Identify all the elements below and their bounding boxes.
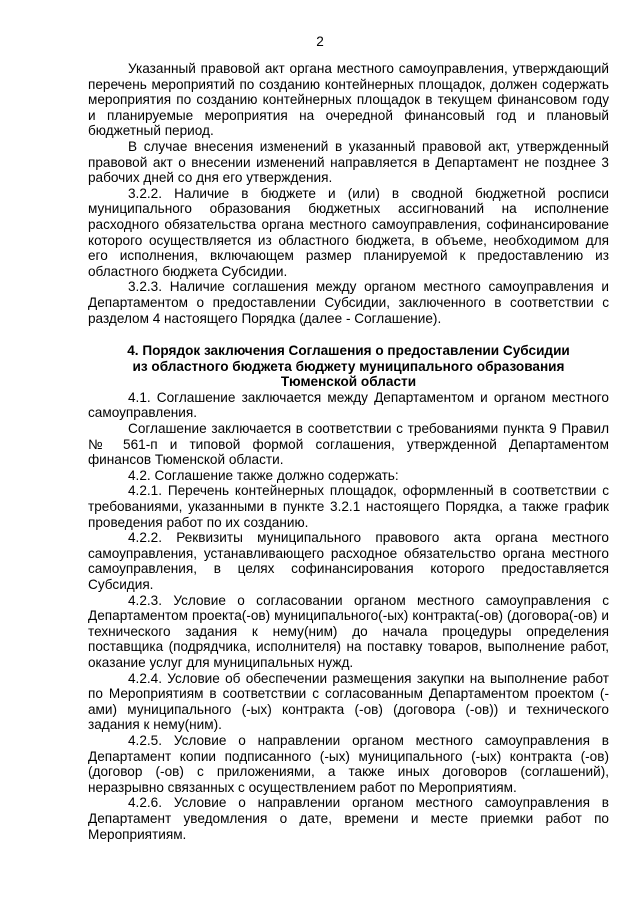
paragraph-4-1: 4.1. Соглашение заключается между Департаментом и органом местного самоуправления.: [88, 389, 609, 421]
paragraph-3-2-3: 3.2.3. Наличие соглашения между органом местного самоуправления и Департаментом о предоставлении Субсидии, заключенного в соответствии с разделом 4 настоящего Порядка (далее - Соглашение).: [88, 279, 609, 326]
paragraph-4-2-5: 4.2.5. Условие о направлении органом местного самоуправления в Департамент копии подписанного (-ых) муниципального (-ых) контракта (-ов) (договор (-ов) с приложениями, а также иных договоров (соглашений), неразрывно связанных с осуществлением работ по Мероприятиям.: [88, 732, 609, 795]
page-number: 2: [316, 34, 324, 49]
paragraph-4-2-3: 4.2.3. Условие о согласовании органом местного самоуправления с Департаментом проекта(-ов) муниципального(-ых) контракта(-ов) (договора(-ов) и технического задания к нему(ним) до начала процедуры определения поставщика (подрядчика, исполнителя) на поставку товаров, выполнение работ, оказание услуг для муниципальных нужд.: [88, 592, 609, 670]
paragraph-4-2-6: 4.2.6. Условие о направлении органом местного самоуправления в Департамент уведомления о дате, времени и месте приемки работ по Мероприятиям.: [88, 795, 609, 842]
section-heading-line: Тюменской области: [280, 374, 417, 390]
paragraph-4-2: 4.2. Соглашение также должно содержать:: [128, 467, 399, 483]
paragraph-4-2-4: 4.2.4. Условие об обеспечении размещения закупки на выполнение работ по Мероприятиям в соответствии с согласованным Департаментом проектом (-ами) муниципального (-ых) контракта (-ов) (договора (-ов)) и технического задания к нему(ним).: [88, 670, 609, 733]
paragraph-4-2-2: 4.2.2. Реквизиты муниципального правового акта органа местного самоуправления, устанавливающего расходное обязательство органа местного самоуправления, в целях софинансирования которого предоставляется Субсидия.: [88, 530, 609, 592]
paragraph-3-2-2: 3.2.2. Наличие в бюджете и (или) в сводной бюджетной росписи муниципального образования бюджетных ассигнований на исполнение расходного обязательства органа местного самоуправления, софинансирование которого осуществляется из областного бюджета, в объеме, необходимом для его исполнения, включающем размер планируемой к предоставлению из областного бюджета Субсидии.: [88, 185, 609, 279]
paragraph-legal-act-requirements: Указанный правовой акт органа местного самоуправления, утверждающий перечень мероприятий по созданию контейнерных площадок, должен содержать мероприятия по созданию контейнерных площадок в текущем финансовом году и планируемые мероприятия на очередной финансовый год и плановый бюджетный период.: [88, 61, 609, 139]
paragraph-4-2-1: 4.2.1. Перечень контейнерных площадок, оформленный в соответствии с требованиями, указанными в пункте 3.2.1 настоящего Порядка, а также график проведения работ по их созданию.: [88, 483, 609, 530]
section-heading-line: 4. Порядок заключения Соглашения о предоставлении Субсидии: [127, 343, 570, 359]
document-body: [88, 61, 609, 842]
paragraph-amendment-notice: В случае внесения изменений в указанный правовой акт, утвержденный правовой акт о внесении изменений направляется в Департамент не позднее 3 рабочих дней со дня его утверждения.: [88, 138, 609, 186]
paragraph-agreement-form: Соглашение заключается в соответствии с требованиями пункта 9 Правил № 561-п и типовой формой соглашения, утвержденной Департаментом финансов Тюменской области.: [88, 421, 609, 468]
section-4-heading: [88, 343, 609, 390]
section-heading-line: из областного бюджета бюджету муниципального образования: [132, 358, 565, 374]
